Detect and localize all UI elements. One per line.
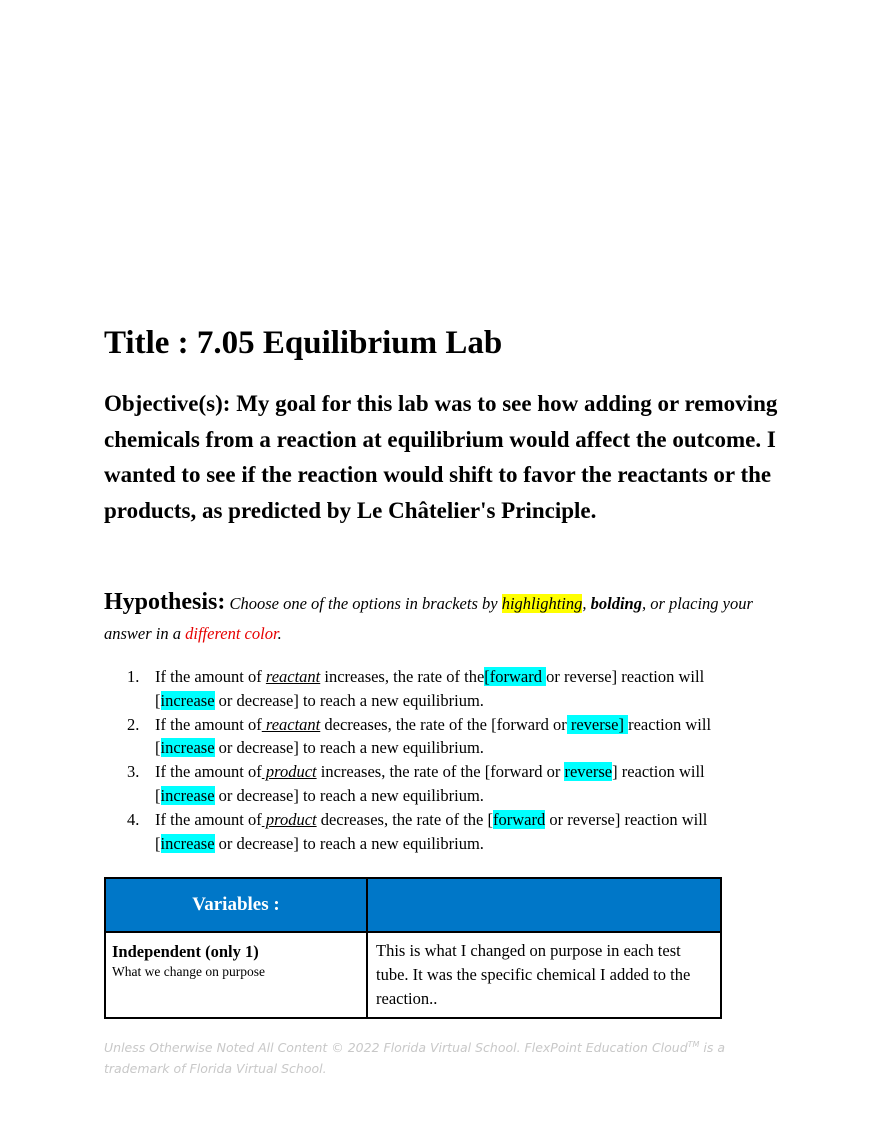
table-row	[105, 932, 721, 1018]
copyright-footer	[104, 1034, 764, 1079]
table-header-variables: Variables :	[105, 878, 367, 932]
item-text: or reverse] reaction will	[545, 809, 708, 829]
objective-text: Objective(s): My goal for this lab was to see how adding or removing chemicals from a reaction at equilibrium would affect the outcome. I wanted to see if the reaction would shift to favor the reactants or the products, as predicted by Le Châtelier's Principle.	[104, 391, 778, 523]
page-title: Title : 7.05 Equilibrium Lab	[104, 325, 503, 361]
list-number: 4.	[127, 809, 140, 829]
hypothesis-intro: Choose one of the options in brackets by	[225, 594, 502, 613]
item-text: [	[155, 833, 161, 853]
item-text: [	[155, 690, 161, 710]
highlighted-answer: increase	[160, 738, 215, 758]
item-text: [	[155, 738, 161, 758]
comma: ,	[582, 594, 591, 613]
list-number: 3.	[127, 762, 140, 782]
variables-table	[104, 877, 722, 1019]
list-number: 2.	[127, 714, 140, 734]
hypothesis-list	[104, 665, 815, 855]
variable-label: Independent (only 1)	[112, 942, 259, 961]
underlined-term: product	[261, 762, 317, 782]
item-text: If the amount of	[155, 667, 266, 686]
item-text: or decrease] to reach a new equilibrium.	[214, 833, 484, 853]
list-item	[127, 713, 815, 761]
footer-text-2: is a trademark of Florida Virtual School.	[104, 1040, 726, 1077]
highlighted-answer: reverse]	[566, 714, 629, 734]
item-text: If the amount of	[155, 809, 262, 829]
underlined-term: reactant	[261, 714, 321, 734]
list-number: 1.	[127, 667, 140, 686]
underlined-term: reactant	[265, 667, 321, 686]
highlighted-answer: increase	[160, 690, 215, 710]
table-header-empty	[367, 878, 721, 932]
item-text: [	[155, 785, 161, 805]
hypothesis-paragraph	[104, 588, 784, 649]
item-text: or decrease] to reach a new equilibrium.	[214, 738, 484, 758]
highlighted-answer: forward	[492, 809, 546, 829]
highlighting-word: highlighting	[501, 594, 583, 613]
list-item	[127, 760, 815, 808]
bolding-word: bolding	[590, 594, 642, 613]
item-text: decreases, the rate of the [	[316, 809, 493, 829]
trademark-sup: TM	[687, 1040, 700, 1049]
item-text: increases, the rate of the	[320, 667, 485, 686]
period: .	[277, 624, 282, 643]
variable-label-cell	[105, 932, 367, 1018]
highlighted-answer: reverse	[564, 762, 613, 782]
item-text: reaction will	[628, 714, 712, 734]
item-text: If the amount of	[155, 762, 262, 782]
item-text: or decrease] to reach a new equilibrium.	[214, 690, 484, 710]
highlighted-answer: increase	[160, 785, 215, 805]
hypothesis-label: Hypothesis:	[104, 589, 226, 615]
item-text: or reverse] reaction will	[546, 667, 705, 686]
item-text: If the amount of	[155, 714, 262, 734]
item-text: decreases, the rate of the [forward or	[320, 714, 567, 734]
different-color-word: different color	[185, 624, 278, 643]
highlighted-answer: [forward	[484, 667, 547, 686]
item-text: increases, the rate of the [forward or	[316, 762, 565, 782]
item-text: ] reaction will	[612, 762, 705, 782]
underlined-term: product	[261, 809, 317, 829]
variable-sublabel: What we change on purpose	[112, 964, 265, 979]
item-text: or decrease] to reach a new equilibrium.	[214, 785, 484, 805]
variable-value-cell[interactable]: This is what I changed on purpose in each test tube. It was the specific chemical I added to the reaction..	[367, 932, 721, 1018]
list-item	[127, 665, 815, 713]
footer-text: Unless Otherwise Noted All Content © 2022 Florida Virtual School. FlexPoint Education Cloud	[104, 1040, 688, 1056]
highlighted-answer: increase	[160, 833, 215, 853]
list-item	[127, 808, 815, 856]
hypothesis-intro-2: , or placing your answer in a	[104, 594, 753, 643]
